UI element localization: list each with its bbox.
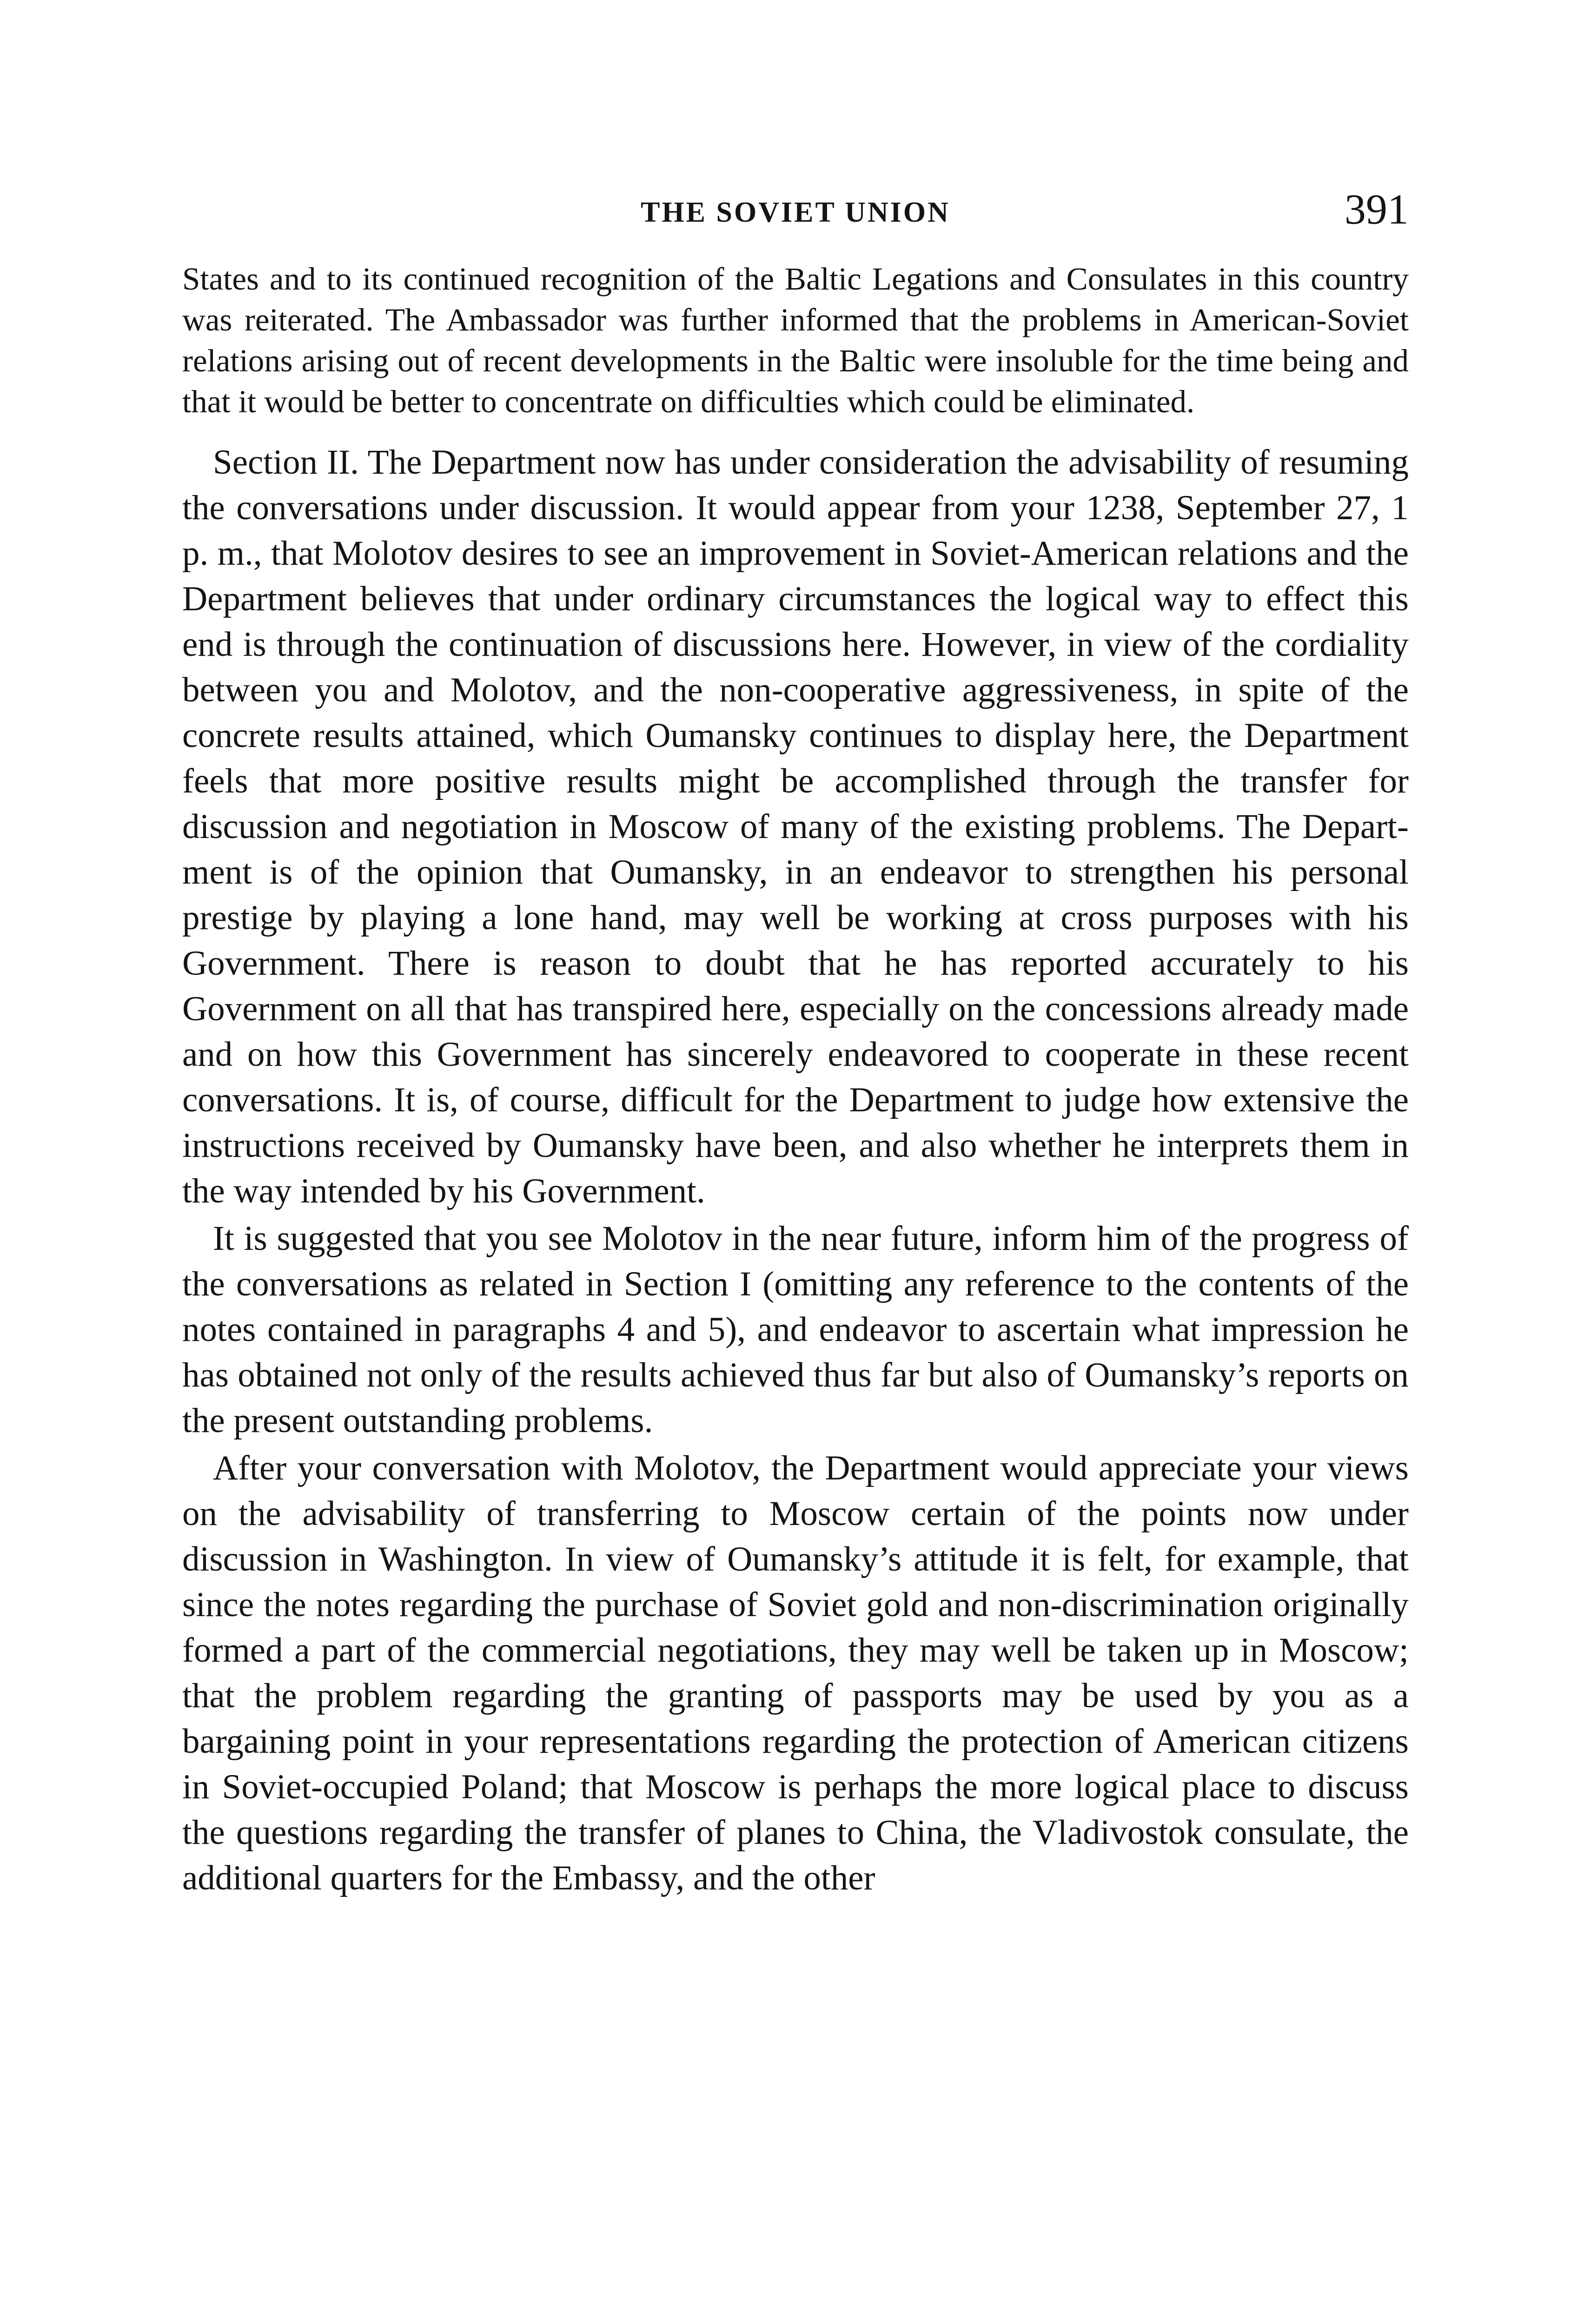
paragraph-continued: States and to its continued recognition of the Baltic Legations and Consulates in this country was reiterated. The Ambassador was further informed that the problems in American-Soviet relations arising out of recent developments in the Baltic were insoluble for the time being and that it would be better to concentrate on difficulties which could be eliminated. — [182, 261, 1409, 419]
body-text — [182, 258, 1409, 1901]
running-title: THE SOVIET UNION — [641, 197, 950, 228]
paragraph-suggestion: It is suggested that you see Molotov in the near future, inform him of the progress of the conversations as related in Section I (omitting any reference to the contents of the notes contained in paragraphs 4 and 5), and endeavor to ascertain what impression he has obtained not only of the results achieved thus far but also of Oumansky’s reports on the present outstanding problems. — [182, 1219, 1409, 1440]
page-number: 391 — [1345, 185, 1409, 233]
running-head — [182, 186, 1409, 242]
paragraph-after-conversation: After your conversation with Molotov, the Department would appreciate your views on the advisability of transferring to Moscow certain of the points now under discussion in Washington. In view of Oumansky’s attitude it is felt, for example, that since the notes regarding the purchase of Soviet gold and non-discrimination originally formed a part of the commercial negotiations, they may well be taken up in Moscow; that the problem regarding the granting of passports may be used by you as a bargaining point in your representations regarding the protection of American citizens in Soviet-occupied Poland; that Moscow is perhaps the more logical place to discuss the questions regarding the transfer of planes to China, the Vladivostok consulate, the additional quarters for the Embassy, and the other — [182, 1449, 1409, 1897]
paragraph-section-ii: Section II. The Department now has under consideration the advisability of resuming the conversations under discussion. It would appear from your 1238, September 27, 1 p. m., that Molotov desires to see an improvement in Soviet-American relations and the Department believes that under ordinary circumstances the logical way to effect this end is through the continuation of discussions here. However, in view of the cordiality between you and Molotov, and the non-cooperative aggressiveness, in spite of the concrete results attained, which Oumansky continues to display here, the Department feels that more positive results might be accomplished through the transfer for discussion and negotiation in Moscow of many of the existing problems. The Department is of the opinion that Oumansky, in an endeavor to strengthen his personal prestige by playing a lone hand, may well be working at cross purposes with his Government. There is reason to doubt that he has reported accurately to his Government on all that has transpired here, especially on the concessions already made and on how this Government has sincerely endeavored to cooperate in these recent conversations. It is, of course, difficult for the Department to judge how extensive the instructions received by Oumansky have been, and also whether he interprets them in the way intended by his Government. — [182, 443, 1409, 1210]
document-page — [182, 186, 1409, 1901]
